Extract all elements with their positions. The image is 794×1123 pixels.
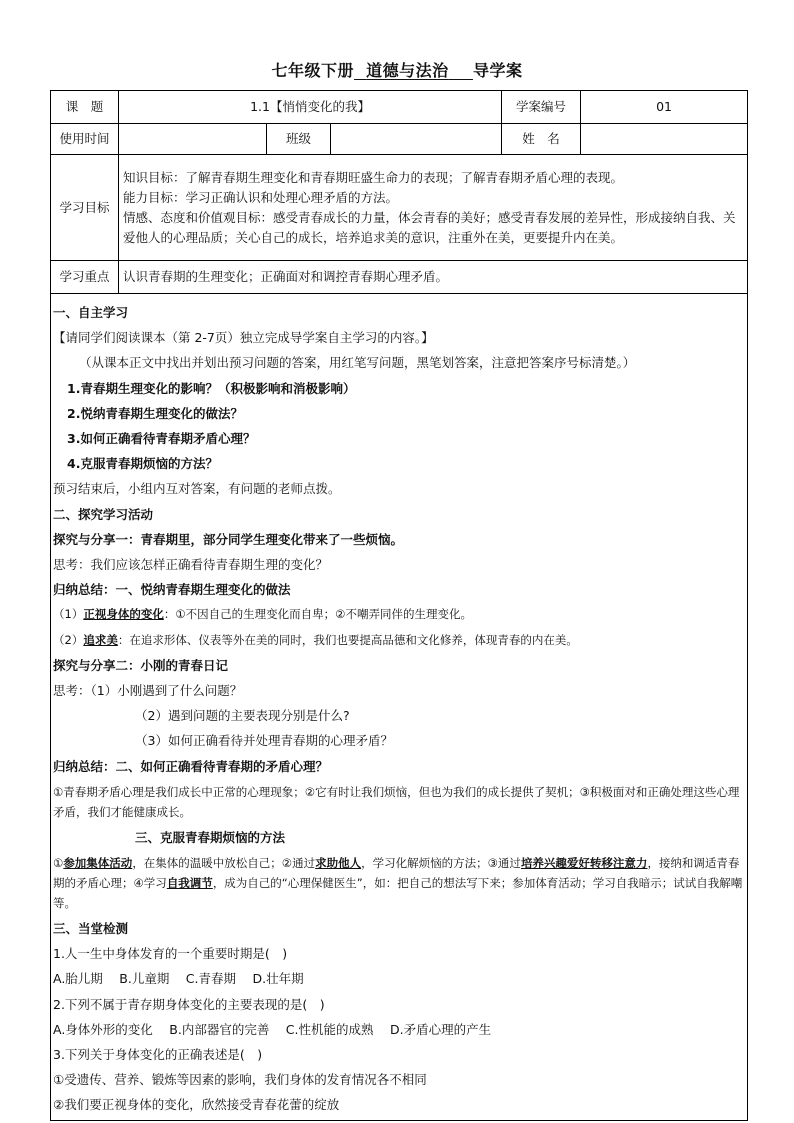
methods-text: ①参加集体活动，在集体的温暖中放松自己；②通过求助他人，学习化解烦恼的方法；③通过培养兴趣爱好转移注意力，接纳和调适青春期的矛盾心理；④学习自我调节，成为自己的“心理保健医生”，如：把自己的想法写下来；参加体育活动；学习自我暗示；试试自我解嘲等。 <box>53 856 743 911</box>
focus-text: 认识青春期的生理变化；正确面对和调控青春期心理矛盾。 <box>119 261 748 294</box>
quiz-options-1: A.胎儿期 B.儿童期 C.青春期 D.壮年期 <box>53 971 304 987</box>
explore-2: 探究与分享二：小刚的青春日记 <box>53 657 229 673</box>
quiz-options-2: A.身体外形的变化 B.内部器官的完善 C.性机能的成熟 D.矛盾心理的产生 <box>53 1021 492 1037</box>
quiz-option-3-1: ①受遗传、营养、锻炼等因素的影响，我们身体的发育情况各不相同 <box>53 1072 427 1088</box>
title-suffix: 导学案 <box>472 61 523 80</box>
summary-3: 三、克服青春期烦恼的方法 <box>135 829 286 845</box>
name-field[interactable] <box>581 124 748 155</box>
title-grade: 七年级下册 <box>271 61 355 80</box>
point-1: （1）正视身体的变化：①不因自己的生理变化而自卑；②不嘲弄同伴的生理变化。 <box>53 607 472 622</box>
point-2-key: 追求美 <box>83 632 118 647</box>
sec3-heading: 三、当堂检测 <box>53 921 129 937</box>
think-2b: （2）遇到问题的主要表现分别是什么? <box>135 708 350 724</box>
point-1-key: 正视身体的变化 <box>83 607 164 622</box>
code-label: 学案编号 <box>502 91 581 124</box>
preview-question-1: 1.青春期生理变化的影响？（积极影响和消极影响） <box>67 380 356 396</box>
point-2: （2）追求美：在追求形体、仪表等外在美的同时，我们也要提高品德和文化修养，体现青春的内在美。 <box>53 632 578 647</box>
class-field[interactable] <box>331 124 502 155</box>
quiz-question-1: 1.人一生中身体发育的一个重要时期是( ) <box>53 946 288 962</box>
think-1: 思考：我们应该怎样正确看待青春期生理的变化？ <box>53 557 329 573</box>
quiz-question-2: 2.下列不属于青存期身体变化的主要表现的是( ) <box>53 996 325 1012</box>
goals-content <box>119 155 748 261</box>
title-subject: 道德与法治 <box>366 61 449 80</box>
page-title <box>0 58 794 81</box>
explore-1: 探究与分享一：青春期里，部分同学生理变化带来了一些烦恼。 <box>53 531 404 547</box>
name-label: 姓 名 <box>502 124 581 155</box>
quiz-question-3: 3.下列关于身体变化的正确表述是( ) <box>53 1047 263 1063</box>
code-value: 01 <box>581 91 748 124</box>
preview-question-4: 4.克服青春期烦恼的方法？ <box>67 456 218 472</box>
think-2c: （3）如何正确看待并处理青春期的心理矛盾？ <box>135 733 393 749</box>
focus-label: 学习重点 <box>51 261 119 294</box>
main-content <box>51 294 748 1121</box>
time-field[interactable] <box>119 124 267 155</box>
summary-2-text: ①青春期矛盾心理是我们成长中正常的心理现象；②它有时让我们烦恼，但也为我们的成长提供了契机；③积极面对和正确处理这些心理矛盾，我们才能健康成长。 <box>53 784 740 819</box>
summary-2: 归纳总结：二、如何正确看待青春期的矛盾心理？ <box>53 758 329 774</box>
think-2a: 思考：（1）小刚遇到了什么问题？ <box>53 683 243 699</box>
sec1-instruction: 【请同学们阅读课本（第 2-7页）独立完成导学案自主学习的内容。】 <box>53 330 434 346</box>
study-guide-table <box>50 90 748 1121</box>
quiz-option-3-2: ②我们要正视身体的变化，欣然接受青春花蕾的绽放 <box>53 1097 340 1113</box>
sec1-note: （从课本正文中找出并划出预习问题的答案，用红笔写问题，黑笔划答案，注意把答案序号标清楚。） <box>79 355 636 371</box>
sec1-after: 预习结束后，小组内互对答案，有问题的老师点拨。 <box>53 481 341 497</box>
preview-question-2: 2.悦纳青春期生理变化的做法？ <box>67 405 243 421</box>
topic-label: 课 题 <box>51 91 119 124</box>
topic-value: 1.1【悄悄变化的我】 <box>119 91 502 124</box>
time-label: 使用时间 <box>51 124 119 155</box>
summary-1: 归纳总结：一、悦纳青春期生理变化的做法 <box>53 582 291 598</box>
ability-goal: 能力目标：学习正确认识和处理心理矛盾的方法。 <box>123 189 399 205</box>
emotion-goal: 情感、态度和价值观目标：感受青春成长的力量，体会青春的美好；感受青春发展的差异性，形成接纳自我、关爱他人的心理品质；关心自己的成长，培养追求美的意识，注重外在美，更要提升内在美。 <box>123 209 736 245</box>
preview-question-3: 3.如何正确看待青春期矛盾心理？ <box>67 431 256 447</box>
knowledge-goal: 知识目标：了解青春期生理变化和青春期旺盛生命力的表现；了解青春期矛盾心理的表现。 <box>123 169 624 185</box>
sec1-heading: 一、自主学习 <box>53 305 129 320</box>
goals-label: 学习目标 <box>51 155 119 261</box>
sec2-heading: 二、探究学习活动 <box>53 506 154 522</box>
class-label: 班级 <box>267 124 331 155</box>
